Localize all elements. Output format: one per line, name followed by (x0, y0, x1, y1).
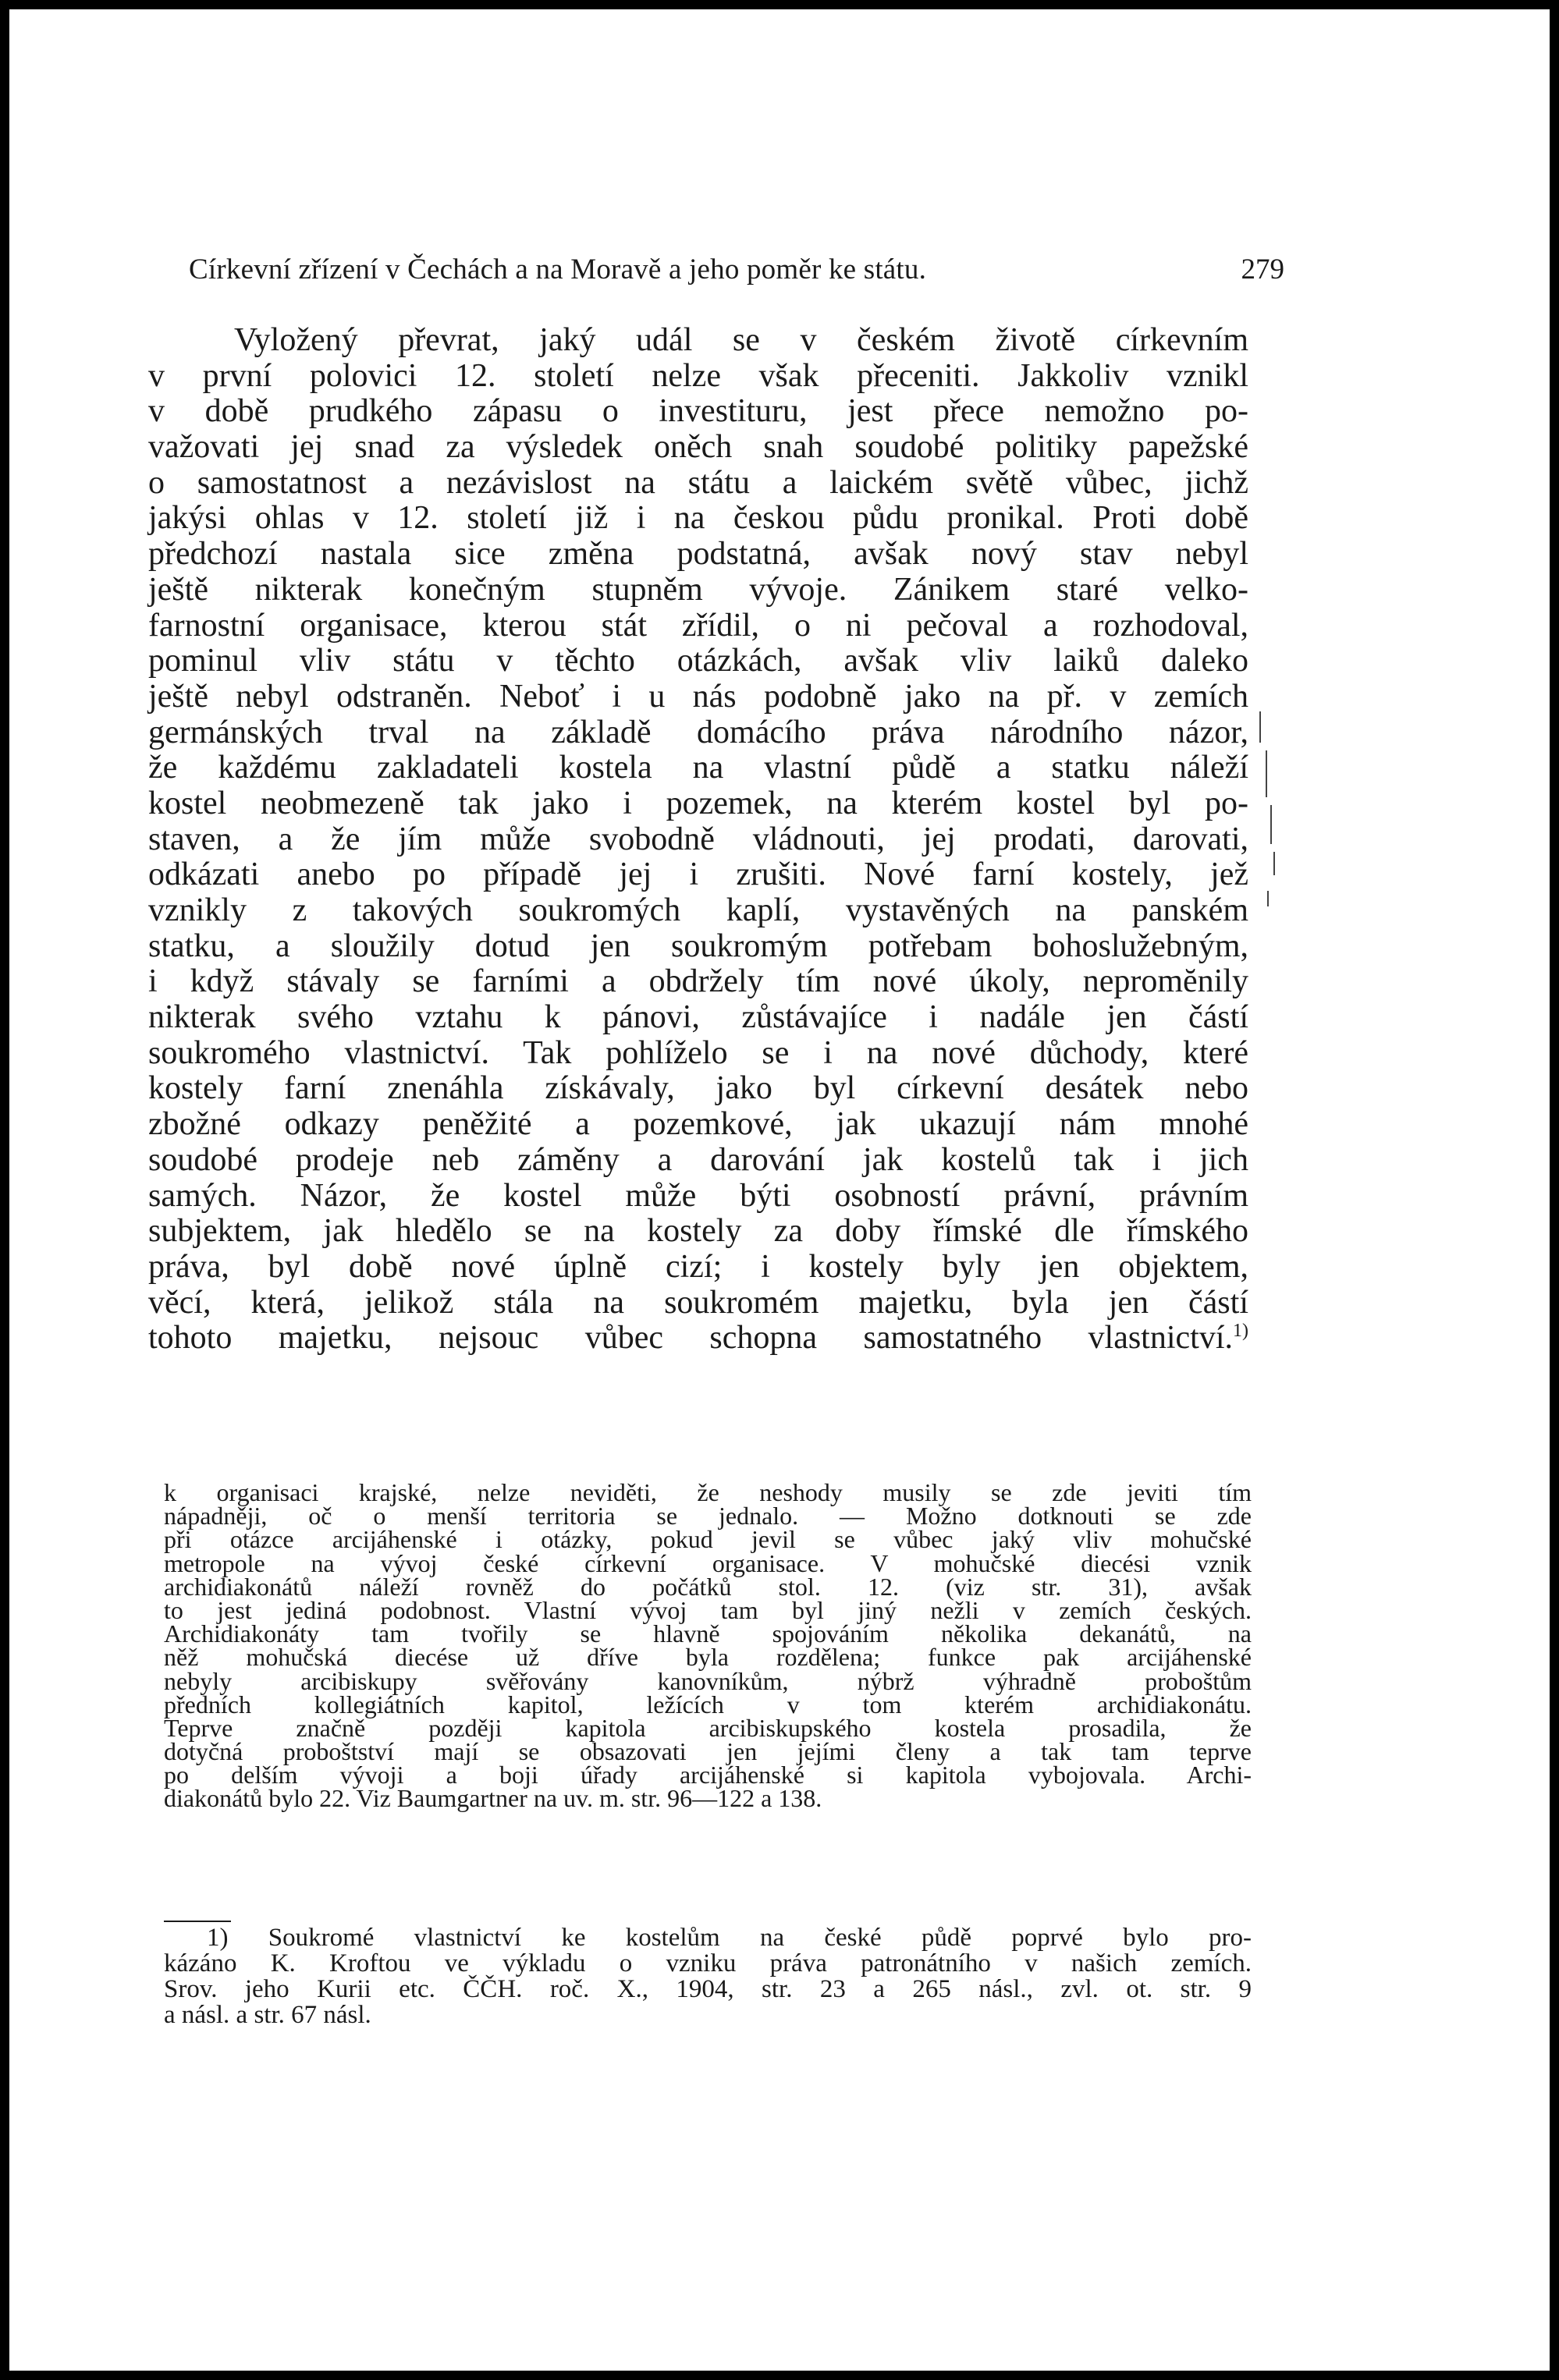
footnote-line: nebyly arcibiskupy svěřovány kanovníkům, nýbrž výhradně proboštům (164, 1666, 1252, 1695)
text-line: vznikly z takových soukromých kaplí, vystavěných na panském (148, 892, 1248, 928)
footnote-1-line: kázáno K. Kroftou ve výkladu o vzniku práva patronátního v našich zemích. (164, 1949, 1252, 1977)
footnote-separator (164, 1921, 231, 1922)
text-line: samých. Názor, že kostel může býti osobností právní, právním (148, 1177, 1248, 1214)
text-line: soukromého vlastnictví. Tak pohlíželo se i na nové důchody, které (148, 1034, 1248, 1071)
text-line: soudobé prodeje neb záměny a darování jak kostelů tak i jich (148, 1141, 1248, 1178)
footnote-line: diakonátů bylo 22. Viz Baumgartner na uv. m. str. 96—122 a 138. (164, 1784, 822, 1813)
footnote-line: archidiakonátů náleží rovněž do počátků stol. 12. (viz str. 31), avšak (164, 1572, 1252, 1601)
footnote-line: při otázce arcijáhenské i otázky, pokud jevil se vůbec jaký vliv mohučské (164, 1525, 1252, 1554)
text-line: kostely farní znenáhla získávaly, jako byl církevní desátek nebo (148, 1070, 1248, 1107)
text-line: ještě nebyl odstraněn. Neboť i u nás podobně jako na př. v zemích (148, 678, 1248, 715)
footnote-line: Archidiakonáty tam tvořily se hlavně spojováním několika dekanátů, na (164, 1619, 1252, 1648)
running-head-title: Církevní zřízení v Čechách a na Moravě a jeho poměr ke státu. (189, 254, 927, 286)
text-line: věcí, která, jelikož stála na soukromém majetku, byla jen částí (148, 1284, 1248, 1321)
text-line: Vyložený převrat, jaký udál se v českém životě církevním (234, 322, 1248, 358)
text-line: v první polovici 12. století nelze však přeceniti. Jakkoliv vznikl (148, 357, 1248, 394)
book-page (9, 9, 1550, 2371)
text-line: kostel neobmezeně tak jako i pozemek, na kterém kostel byl po- (148, 785, 1248, 821)
text-line: germánských trval na základě domácího práva národního názor, (148, 714, 1248, 750)
text-line: važovati jej snad za výsledek oněch snah soudobé politiky papežské (148, 429, 1248, 466)
text-line: práva, byl době nové úplně cizí; i kostely byly jen objektem, (148, 1248, 1248, 1285)
text-line: ještě nikterak konečným stupněm vývoje. Zánikem staré velko- (148, 571, 1248, 608)
footnote-line: dotyčná proboštství mají se obsazovati jen jejími členy a tak tam teprve (164, 1737, 1252, 1766)
text-line: o samostatnost a nezávislost na státu a laickém světě vůbec, jichž (148, 464, 1248, 501)
text-line: nikterak svého vztahu k pánovi, zůstávajíce i nadále jen částí (148, 999, 1248, 1036)
footnote-line: předních kollegiátních kapitol, ležících v tom kterém archidiakonátu. (164, 1690, 1252, 1718)
footnote-1-line: a násl. a str. 67 násl. (164, 2001, 371, 2029)
main-paragraph (148, 323, 1248, 1357)
text-line: pominul vliv státu v těchto otázkách, avšak vliv laiků daleko (148, 643, 1248, 679)
footnote-line: po delším vývoji a boji úřady arcijáhenské si kapitola vybojovala. Archi- (164, 1761, 1252, 1789)
footnote-line: metropole na vývoj české církevní organisace. V mohučské diecési vznik (164, 1548, 1252, 1577)
footnote-line: to jest jediná podobnost. Vlastní vývoj tam byl jiný nežli v zemích českých. (164, 1595, 1252, 1624)
text-line: subjektem, jak hledělo se na kostely za doby římské dle římského (148, 1213, 1248, 1250)
footnote-line: něž mohučská diecése už dříve byla rozdělena; funkce pak arcijáhenské (164, 1643, 1252, 1672)
footnote-1 (164, 1925, 1252, 2028)
footnote-line: k organisaci krajské, nelze neviděti, že neshody musily se zde jeviti tím (164, 1478, 1252, 1506)
footnote-1-line: Srov. jeho Kurii etc. ČČH. roč. X., 1904, str. 23 a 265 násl., zvl. ot. str. 9 (164, 1975, 1252, 2003)
text-line: statku, a sloužily dotud jen soukromým potřebam bohoslužebným, (148, 928, 1248, 964)
text-line-last-content: tohoto majetku, nejsouc vůbec schopna samostatného vlastnictví. (148, 1320, 1233, 1357)
text-line: předchozí nastala sice změna podstatná, avšak nový stav nebyl (148, 536, 1248, 573)
text-line: jakýsi ohlas v 12. století již i na českou půdu pronikal. Proti době (148, 500, 1248, 537)
footnote-line: nápadněji, oč o menší territoria se jednalo. — Možno dotknouti se zde (164, 1502, 1252, 1531)
text-line: že každému zakladateli kostela na vlastní půdě a statku náleží (148, 750, 1248, 786)
footnote-ref[interactable]: 1) (1233, 1321, 1248, 1342)
footnote-continuation (164, 1478, 1252, 1813)
text-line: v době prudkého zápasu o investituru, jest přece nemožno po- (148, 393, 1248, 430)
text-line: i když stávaly se farními a obdržely tím nové úkoly, nepromĕnily (148, 963, 1248, 1000)
page-number: 279 (1241, 254, 1284, 286)
text-line: staven, a že jím může svobodně vládnouti, jej prodati, darovati, (148, 821, 1248, 857)
text-line: zbožné odkazy peněžité a pozemkové, jak ukazují nám mnohé (148, 1106, 1248, 1143)
margin-pencil-marks (1256, 711, 1287, 914)
text-line: odkázati anebo po případě jej i zrušiti. Nové farní kostely, jež (148, 857, 1248, 893)
running-head (189, 253, 1284, 287)
footnote-line: Teprve značně později kapitola arcibiskupského kostela prosadila, že (164, 1713, 1252, 1742)
text-line-last (148, 1321, 1248, 1357)
footnote-1-line: 1) Soukromé vlastnictví ke kostelům na české půdě poprvé bylo pro- (207, 1924, 1252, 1952)
text-line: farnostní organisace, kterou stát zřídil, o ni pečoval a rozhodoval, (148, 607, 1248, 644)
